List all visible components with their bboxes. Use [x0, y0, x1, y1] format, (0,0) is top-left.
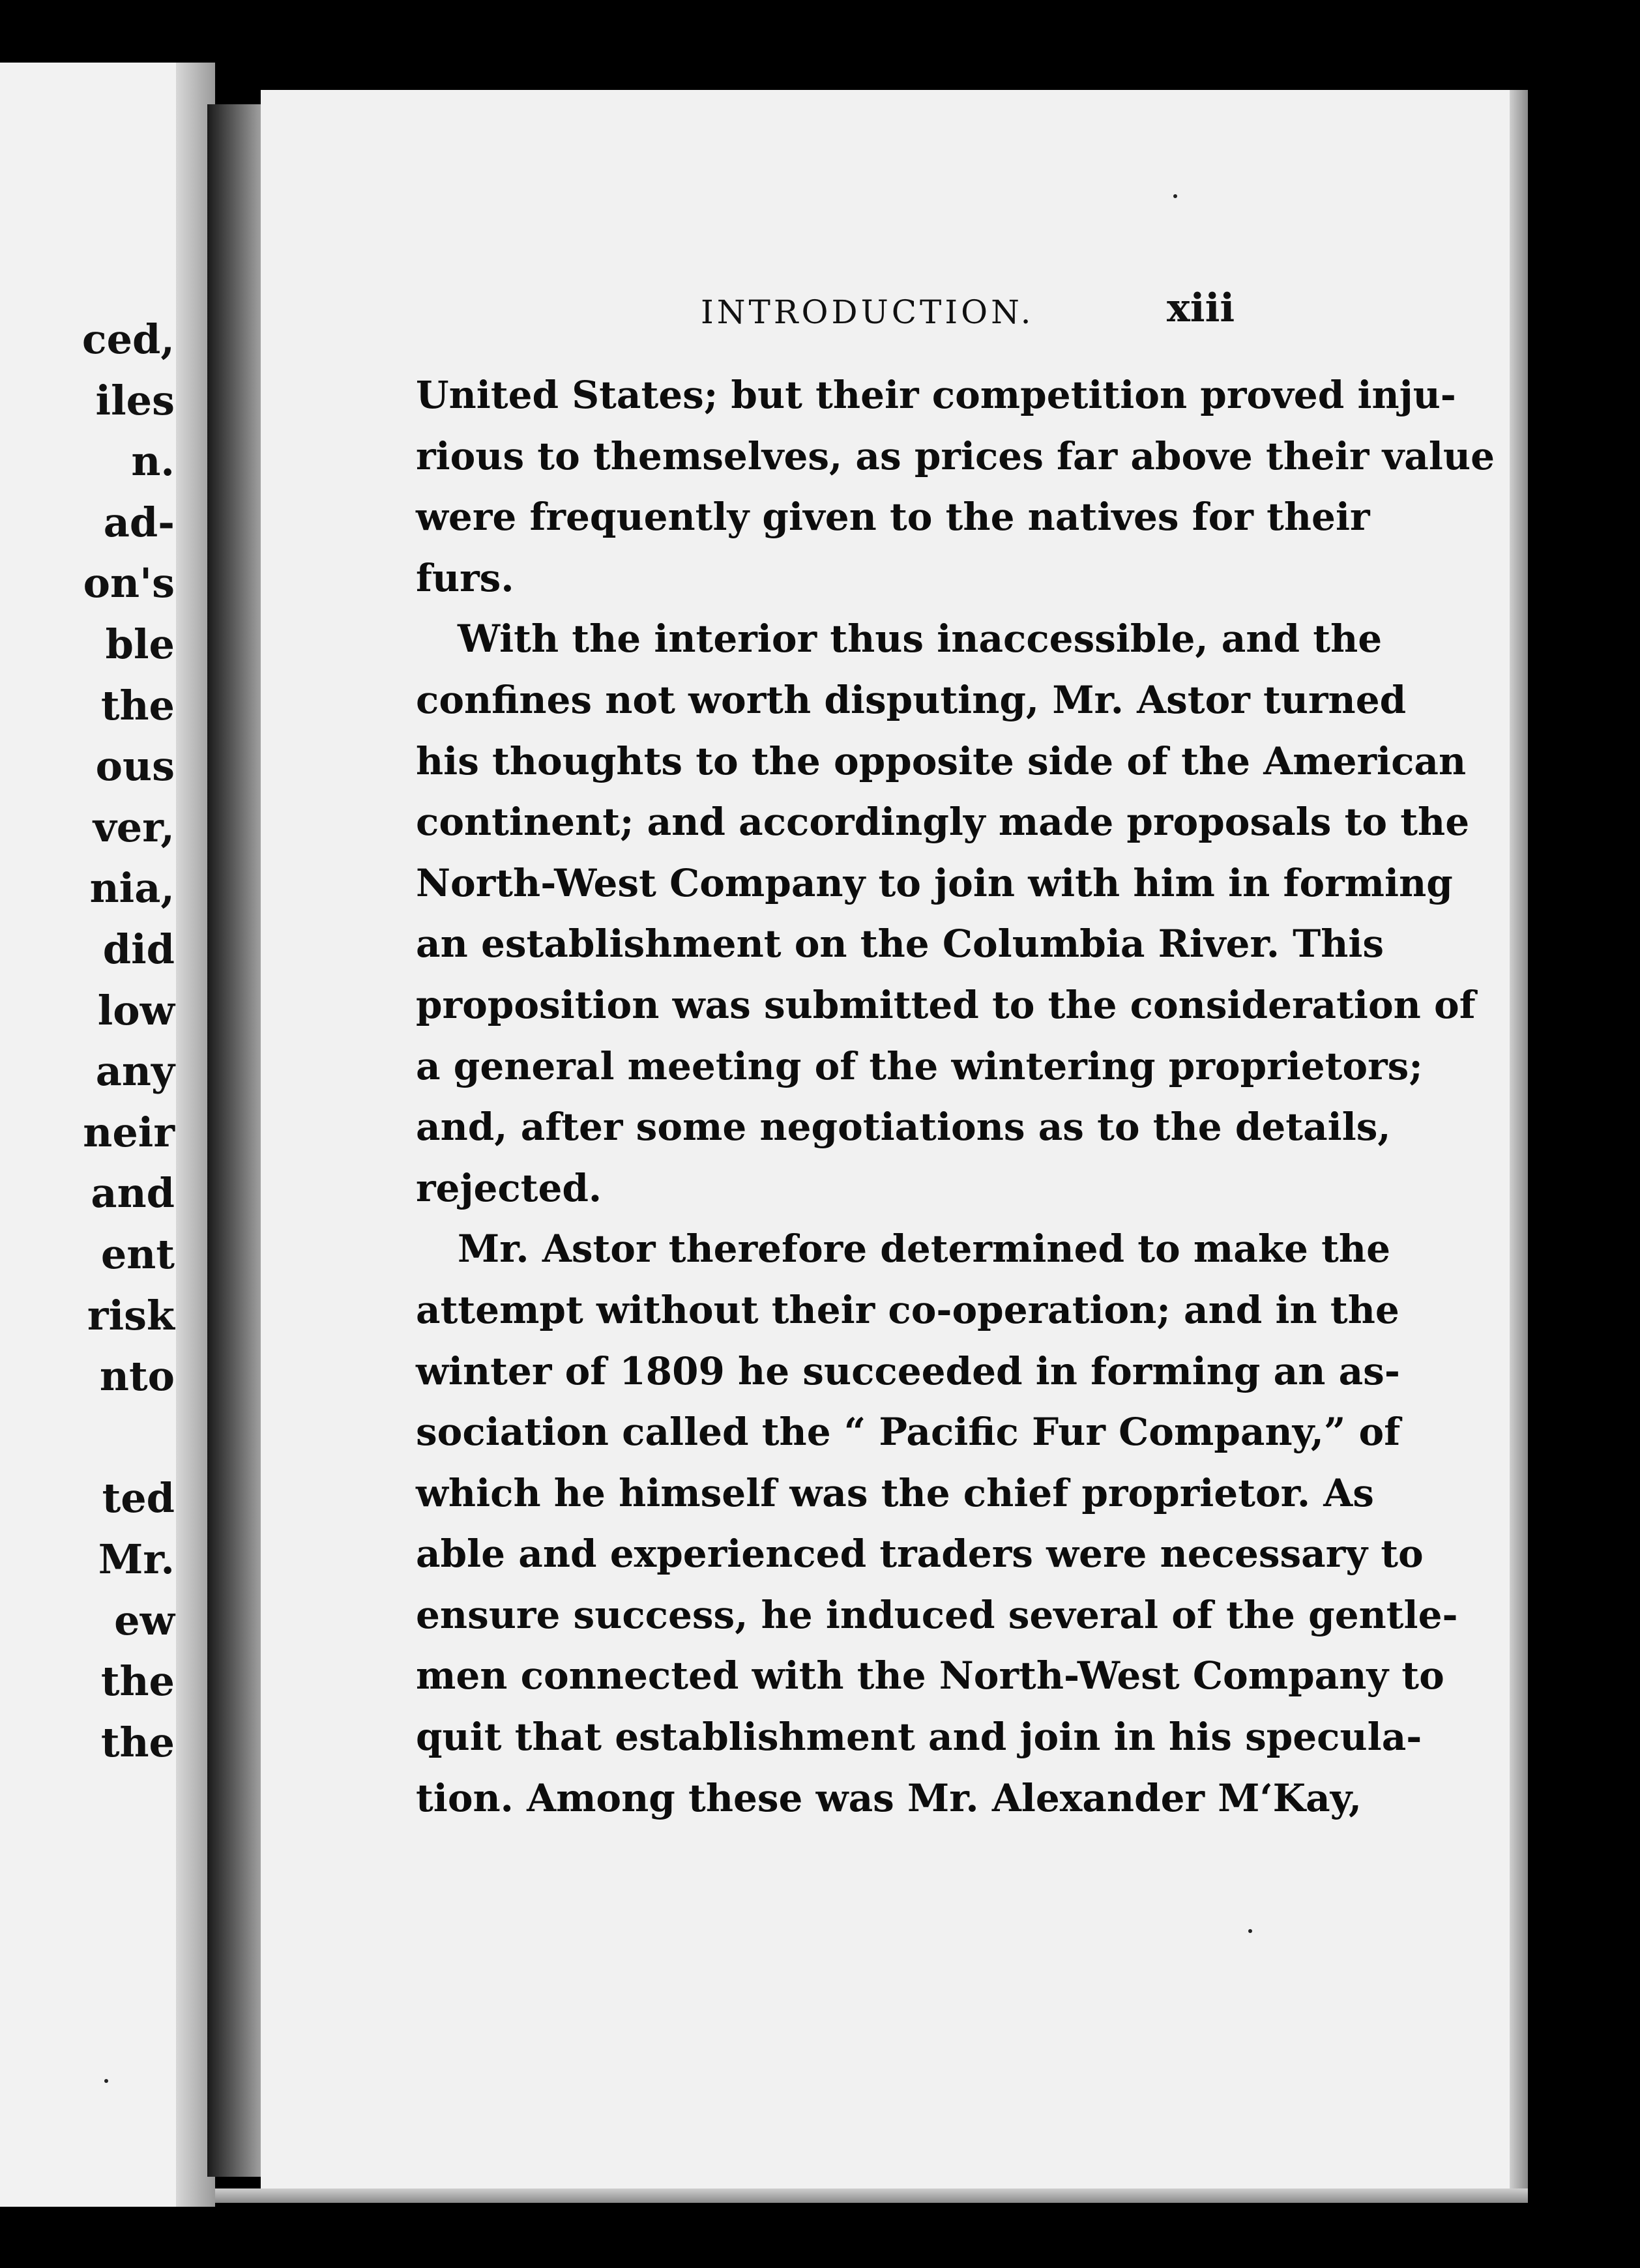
- text-line: rejected.: [416, 1165, 602, 1210]
- page-right-edge: [1510, 90, 1528, 2196]
- previous-page-line-fragment: risk: [87, 1291, 175, 1339]
- previous-page-line-fragment: ous: [95, 742, 175, 791]
- text-line: continent; and accordingly made proposals to the: [416, 800, 1470, 845]
- previous-page-line-fragment: ent: [100, 1230, 175, 1278]
- text-line: attempt without their co-operation; and in the: [416, 1287, 1399, 1332]
- text-line: With the interior thus inaccessible, and the: [458, 617, 1383, 662]
- previous-page-line-fragment: did: [102, 925, 175, 973]
- text-line: able and experienced traders were necessary to: [416, 1532, 1424, 1577]
- text-line: tion. Among these was Mr. Alexander M‘Kay,: [416, 1775, 1362, 1820]
- previous-page-fragment: [0, 63, 215, 2207]
- text-line: his thoughts to the opposite side of the American: [416, 738, 1467, 783]
- previous-page-line-fragment: n.: [131, 437, 175, 486]
- text-line: a general meeting of the wintering proprietors;: [416, 1043, 1423, 1088]
- previous-page-line-fragment: the: [100, 1657, 175, 1706]
- previous-page-line-fragment: nto: [99, 1352, 175, 1401]
- text-line: North-West Company to join with him in forming: [416, 860, 1453, 905]
- text-line: ensure success, he induced several of the gentle-: [416, 1592, 1458, 1637]
- text-line: proposition was submitted to the consideration of: [416, 982, 1476, 1027]
- previous-page-line-fragment: ble: [105, 620, 175, 668]
- previous-page-line-fragment: ew: [114, 1596, 175, 1644]
- previous-page-line-fragment: ted: [102, 1474, 175, 1522]
- previous-page-line-fragment: neir: [83, 1108, 175, 1156]
- previous-page-line-fragment: Mr.: [98, 1535, 175, 1583]
- previous-page-line-fragment: low: [97, 986, 175, 1034]
- running-head: INTRODUCTION.: [701, 293, 1034, 331]
- page-number: xiii: [1167, 285, 1235, 331]
- text-line: rious to themselves, as prices far above their value: [416, 433, 1495, 478]
- body-text: [416, 365, 1495, 1829]
- previous-page-line-fragment: the: [100, 681, 175, 729]
- text-line: quit that establishment and join in his specula-: [416, 1715, 1422, 1760]
- text-line: and, after some negotiations as to the details,: [416, 1105, 1391, 1150]
- page-bottom-edge: [215, 2188, 1528, 2203]
- previous-page-line-fragment: on's: [83, 559, 175, 607]
- previous-page-line-fragment: ced,: [81, 315, 175, 363]
- text-line: confines not worth disputing, Mr. Astor turned: [416, 677, 1407, 722]
- previous-page-line-fragment: the: [100, 1718, 175, 1766]
- previous-page-line-fragment: nia,: [89, 864, 175, 912]
- text-line: an establishment on the Columbia River. This: [416, 922, 1384, 967]
- previous-page-line-fragment: and: [91, 1169, 175, 1217]
- print-speck: [104, 2079, 108, 2083]
- previous-page-line-fragment: ver,: [93, 803, 175, 851]
- print-speck: [1248, 1929, 1252, 1933]
- text-line: furs.: [416, 555, 514, 600]
- text-line: men connected with the North-West Company to: [416, 1653, 1444, 1698]
- text-line: United States; but their competition proved inju-: [416, 373, 1456, 417]
- text-line: were frequently given to the natives for their: [416, 495, 1370, 540]
- previous-page-line-fragment: ad-: [103, 498, 175, 546]
- text-line: Mr. Astor therefore determined to make the: [458, 1227, 1390, 1272]
- text-line: which he himself was the chief proprietor. As: [416, 1470, 1374, 1515]
- text-line: sociation called the “ Pacific Fur Company,” of: [416, 1410, 1401, 1455]
- text-line: winter of 1809 he succeeded in forming an as-: [416, 1348, 1400, 1393]
- previous-page-line-fragment: any: [95, 1047, 175, 1096]
- print-speck: [1173, 194, 1177, 198]
- previous-page-line-fragment: iles: [95, 376, 175, 424]
